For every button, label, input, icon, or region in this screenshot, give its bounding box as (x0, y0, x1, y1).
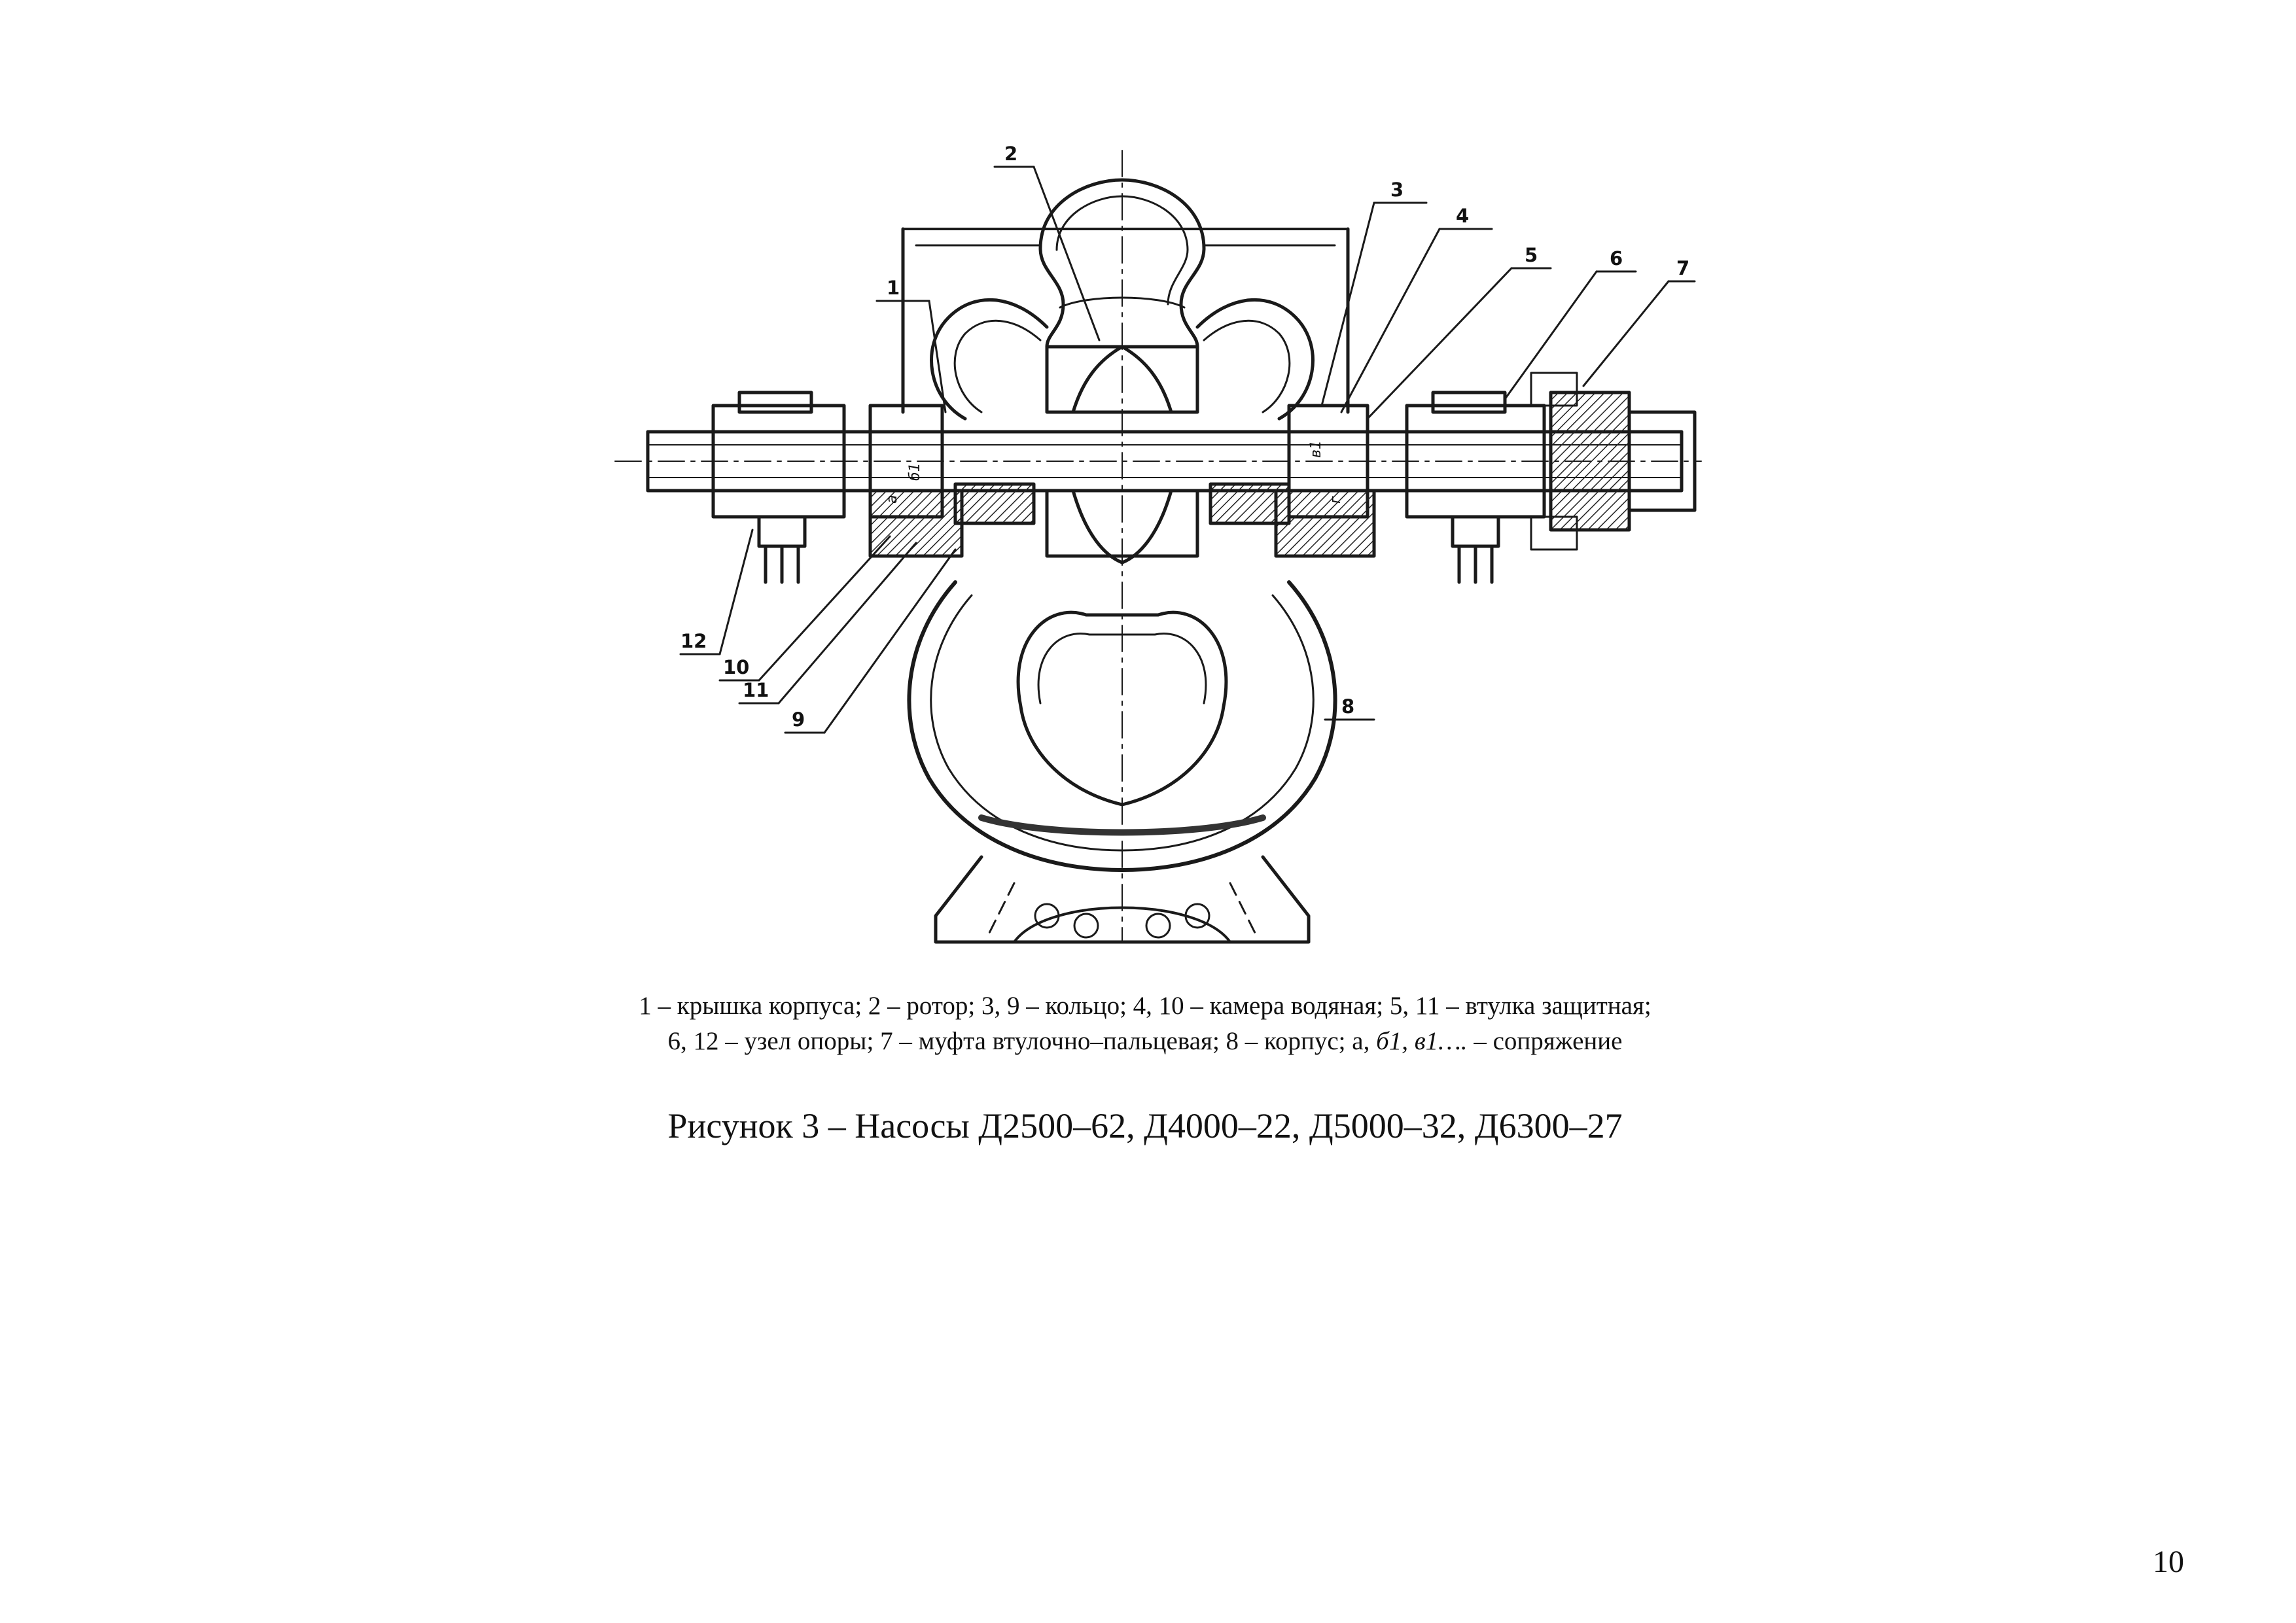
callout-10: 10 (723, 656, 750, 678)
left-bearing-foot (759, 517, 805, 546)
dim-letter-g: г (1328, 496, 1344, 504)
figure-title: Рисунок 3 – Насосы Д2500–62, Д4000–22, Д5000–32, Д6300–27 (667, 1106, 1623, 1145)
callout-6: 6 (1610, 247, 1623, 270)
pump-drawing-svg (589, 131, 1740, 955)
pump-cross-section-drawing (589, 131, 1740, 955)
page-number: 10 (2153, 1544, 2184, 1579)
dim-letter-v1: в1 (1308, 440, 1324, 458)
legend-line2-suffix: – сопряжение (1467, 1027, 1623, 1055)
dim-letter-a: a (884, 495, 900, 504)
callout-3: 3 (1390, 179, 1404, 201)
caption-legend-line-2 (425, 1024, 1865, 1058)
callout-4: 4 (1456, 205, 1470, 227)
legend-line2-italic: б1, в1…. (1376, 1027, 1468, 1055)
right-bearing-foot (1453, 517, 1498, 546)
callout-9: 9 (792, 708, 805, 731)
callout-1: 1 (887, 277, 900, 299)
callout-12: 12 (680, 630, 707, 652)
callout-2: 2 (1004, 143, 1018, 165)
left-upper-lobe (932, 300, 1047, 419)
right-upper-lobe (1197, 300, 1313, 419)
caption-legend-line-1: 1 – крышка корпуса; 2 – ротор; 3, 9 – кольцо; 4, 10 – камера водяная; 5, 11 – втулка защитная; (639, 992, 1651, 1020)
dim-letter-b1: б1 (907, 462, 923, 481)
callout-5: 5 (1525, 244, 1538, 266)
callout-7: 7 (1676, 257, 1690, 279)
callout-8: 8 (1341, 695, 1355, 718)
coupling-half-left (1551, 393, 1629, 530)
legend-line2-prefix: 6, 12 – узел опоры; 7 – муфта втулочно–пальцевая; 8 – корпус; а, (667, 1027, 1377, 1055)
callout-11: 11 (743, 679, 769, 701)
